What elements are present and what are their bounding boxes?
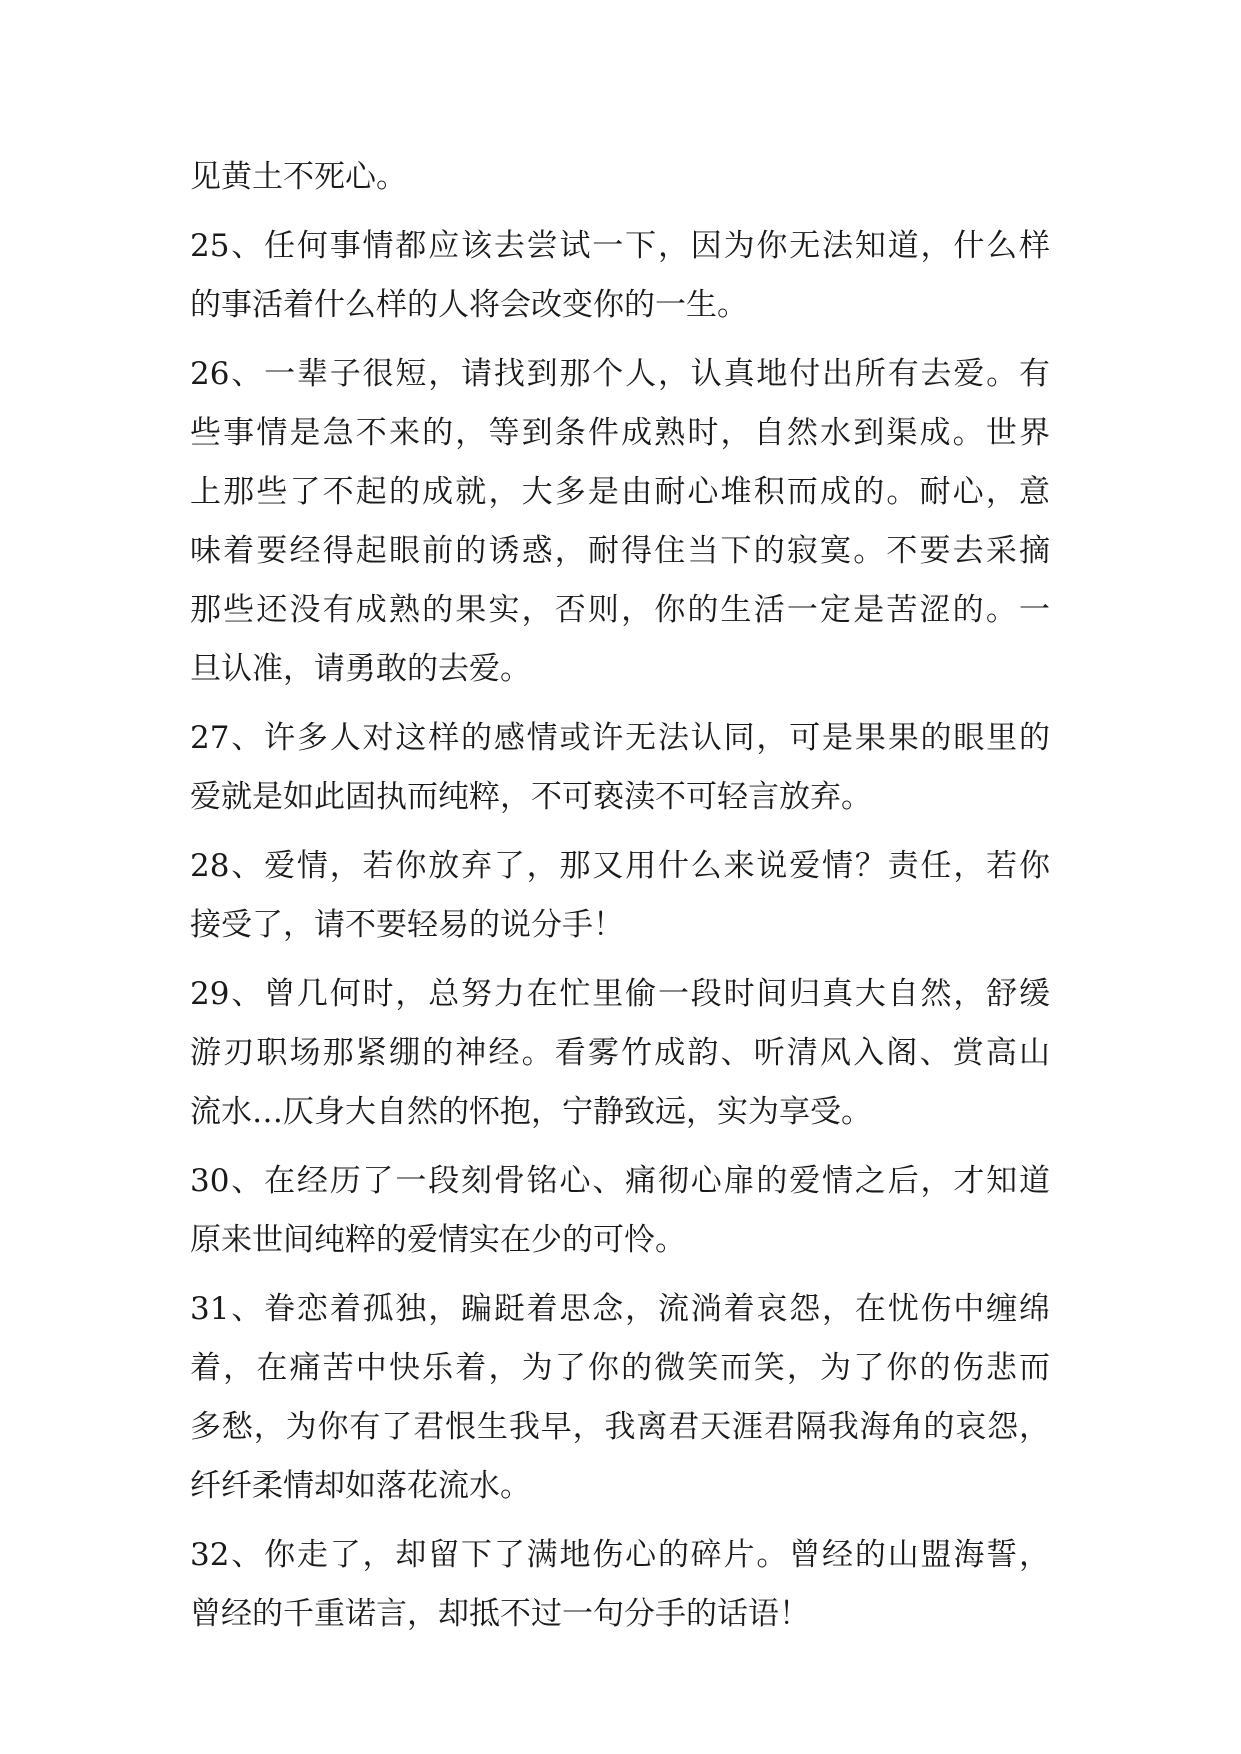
paragraph-intro <box>190 157 1050 216</box>
paragraph-27 <box>190 718 1050 836</box>
paragraph-29 <box>190 974 1050 1151</box>
text-line: 29、曾几何时，总努力在忙里偷一段时间归真大自然，舒缓 <box>190 976 1050 1012</box>
paragraph-25 <box>190 226 1050 344</box>
text-line: 32、你走了，却留下了满地伤心的碎片。曾经的山盟海誓， <box>190 1537 1050 1573</box>
text-line: 那些还没有成熟的果实，否则，你的生活一定是苦涩的。一 <box>190 592 1050 628</box>
text-line: 纤纤柔情却如落花流水。 <box>190 1468 531 1504</box>
text-line: 的事活着什么样的人将会改变你的一生。 <box>190 287 748 323</box>
text-line: 味着要经得起眼前的诱惑，耐得住当下的寂寞。不要去采摘 <box>190 533 1050 569</box>
paragraph-31 <box>190 1289 1050 1525</box>
text-line: 30、在经历了一段刻骨铭心、痛彻心扉的爱情之后，才知道 <box>190 1163 1050 1199</box>
text-line: 游刃职场那紧绷的神经。看雾竹成韵、听清风入阁、赏高山 <box>190 1035 1050 1071</box>
text-line: 多愁，为你有了君恨生我早，我离君天涯君隔我海角的哀怨， <box>190 1409 1050 1445</box>
text-line: 爱就是如此固执而纯粹，不可亵渎不可轻言放弃。 <box>190 779 872 815</box>
text-line: 31、眷恋着孤独，蹁跹着思念，流淌着哀怨，在忧伤中缠绵 <box>190 1291 1050 1327</box>
text-line: 上那些了不起的成就，大多是由耐心堆积而成的。耐心，意 <box>190 474 1050 510</box>
paragraph-30 <box>190 1161 1050 1279</box>
text-line: 些事情是急不来的，等到条件成熟时，自然水到渠成。世界 <box>190 415 1050 451</box>
text-line: 26、一辈子很短，请找到那个人，认真地付出所有去爱。有 <box>190 356 1050 392</box>
text-line: 接受了，请不要轻易的说分手！ <box>190 907 624 943</box>
text-line: 27、许多人对这样的感情或许无法认同，可是果果的眼里的 <box>190 720 1050 756</box>
paragraph-28 <box>190 846 1050 964</box>
text-line: 28、爱情，若你放弃了，那又用什么来说爱情？责任，若你 <box>190 848 1050 884</box>
paragraph-32 <box>190 1535 1050 1653</box>
text-line: 25、任何事情都应该去尝试一下，因为你无法知道，什么样 <box>190 228 1050 264</box>
text-line: 着，在痛苦中快乐着，为了你的微笑而笑，为了你的伤悲而 <box>190 1350 1050 1386</box>
text-line: 流水…仄身大自然的怀抱，宁静致远，实为享受。 <box>190 1094 872 1130</box>
text-line: 曾经的千重诺言，却抵不过一句分手的话语！ <box>190 1596 810 1632</box>
document-body <box>190 157 1050 1653</box>
paragraph-26 <box>190 354 1050 708</box>
text-line: 见黄土不死心。 <box>190 159 407 195</box>
text-line: 原来世间纯粹的爱情实在少的可怜。 <box>190 1222 686 1258</box>
text-line: 旦认准，请勇敢的去爱。 <box>190 651 531 687</box>
